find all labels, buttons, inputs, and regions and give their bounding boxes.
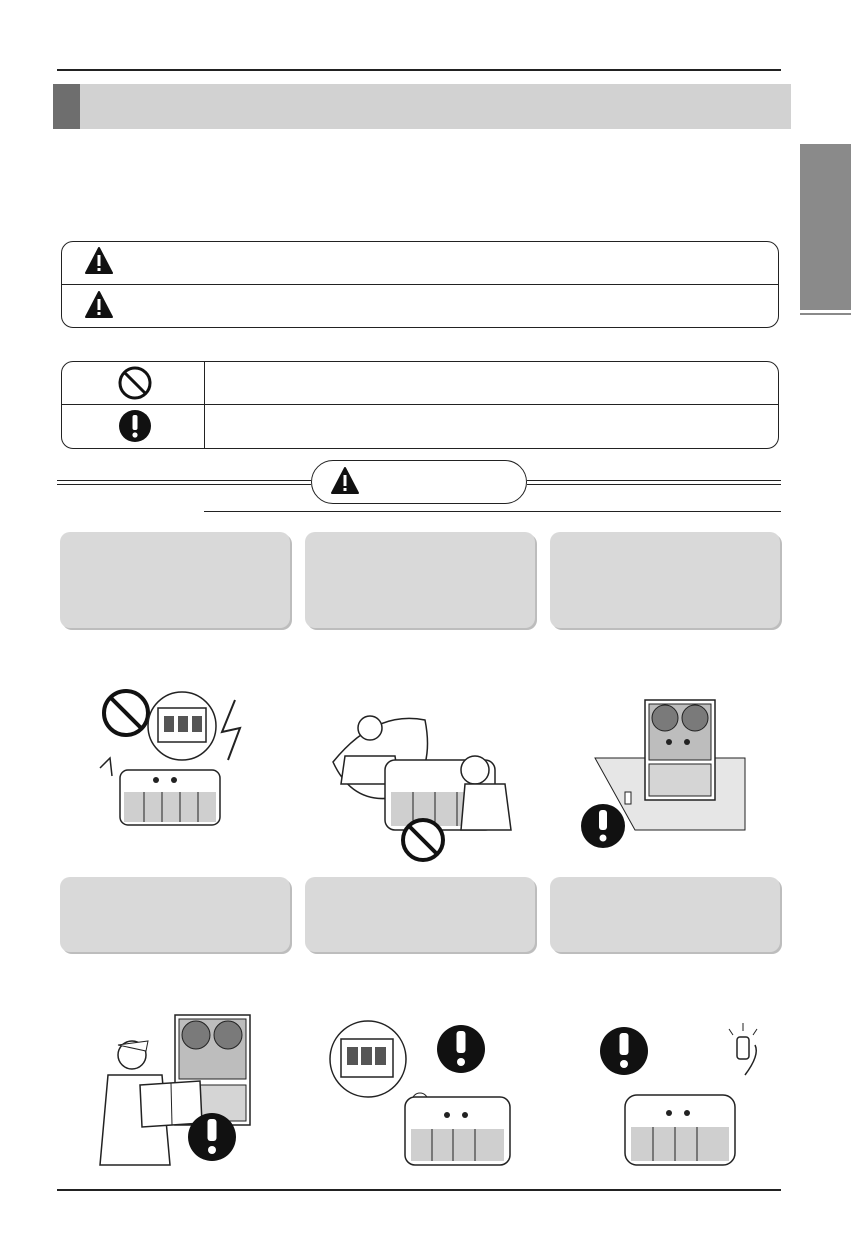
panel-4-text-box <box>60 877 290 952</box>
panel-3-text-box <box>550 532 780 628</box>
warning-triangle-icon <box>84 246 114 276</box>
panel-6-text-box <box>550 877 780 952</box>
symbol-legend-divider <box>61 404 779 405</box>
panel-5-illustration <box>325 1015 525 1175</box>
panel-1-text-box <box>60 532 290 628</box>
panel-6-illustration <box>595 1015 780 1175</box>
prohibited-icon <box>104 691 148 735</box>
mandatory-icon <box>581 804 625 848</box>
panel-5-text-box <box>305 877 535 952</box>
section-marker <box>53 84 80 129</box>
side-tab-underline <box>800 313 851 315</box>
mandatory-icon <box>117 408 153 444</box>
header-rule <box>57 69 781 71</box>
caution-rule-right <box>527 480 781 481</box>
caution-rule-left <box>57 480 311 481</box>
prohibited-icon <box>117 365 153 401</box>
caution-triangle-icon <box>84 290 114 320</box>
section-title-bar <box>53 84 791 129</box>
panel-1-illustration <box>90 680 270 830</box>
footer-rule <box>57 1189 781 1191</box>
panel-2-illustration <box>315 700 525 870</box>
mandatory-icon <box>188 1113 236 1161</box>
panel-4-illustration <box>90 1005 280 1170</box>
mandatory-icon <box>437 1025 485 1073</box>
panel-3-illustration <box>575 690 755 850</box>
side-tab <box>800 144 851 310</box>
warning-legend-divider <box>61 284 779 285</box>
caution-rule-right-2 <box>527 484 781 485</box>
caution-rule-left-2 <box>57 484 311 485</box>
caution-banner-triangle-icon <box>330 466 360 496</box>
symbol-legend-column-divider <box>204 361 205 449</box>
mandatory-icon <box>600 1027 648 1075</box>
prohibited-icon <box>403 820 443 860</box>
panel-2-text-box <box>305 532 535 628</box>
symbol-legend-box <box>61 361 779 449</box>
subsection-rule <box>204 511 781 512</box>
